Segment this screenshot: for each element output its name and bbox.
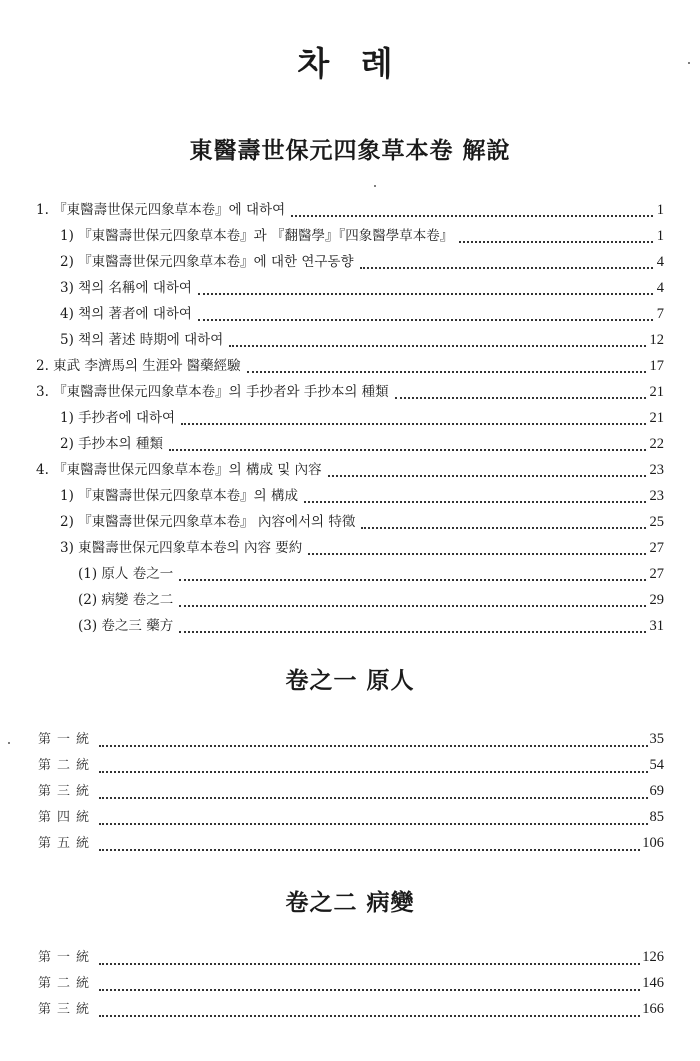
dot-leader	[99, 797, 647, 799]
toc-entry-label: 2) 『東醫壽世保元四象草本卷』에 대한 연구동향	[60, 254, 354, 270]
dot-leader	[459, 241, 653, 243]
toc-entry-page: 21	[649, 410, 664, 426]
toc-entry-label: (1) 原人 卷之一	[78, 566, 174, 582]
toc-entry-page: 25	[649, 514, 664, 530]
toc-entry[interactable]	[60, 250, 664, 272]
dot-leader	[99, 849, 640, 851]
dot-leader	[99, 1015, 640, 1017]
toc-entry-label: 第一統	[38, 950, 96, 965]
dot-leader	[99, 771, 647, 773]
toc-entry-label: 第四統	[38, 810, 96, 825]
dot-leader	[99, 963, 640, 965]
toc-entry-label: 2) 『東醫壽世保元四象草本卷』 內容에서의 特徵	[60, 514, 356, 530]
toc-entry[interactable]	[60, 536, 664, 558]
toc-entry[interactable]	[36, 458, 664, 480]
dot-leader	[198, 319, 653, 321]
toc-entry-label: 2. 東武 李濟馬의 生涯와 醫藥經驗	[36, 358, 241, 374]
toc-entry-label: 4) 책의 著者에 대하여	[60, 306, 192, 322]
dot-leader	[361, 527, 645, 529]
toc-entry-page: 126	[642, 949, 664, 965]
toc-entry[interactable]	[60, 484, 664, 506]
toc-entry[interactable]	[60, 510, 664, 532]
toc-entry-label: (2) 病變 卷之二	[78, 592, 174, 608]
toc-entry[interactable]	[36, 198, 664, 220]
dot-leader	[99, 745, 647, 747]
dot-leader	[198, 293, 653, 295]
dot-leader	[308, 553, 645, 555]
toc-entry-label: 3) 東醫壽世保元四象草本卷의 內容 要約	[60, 540, 303, 556]
toc-entry-label: (3) 卷之三 藥方	[78, 618, 174, 634]
toc-entry-page: 146	[642, 975, 664, 991]
toc-entry[interactable]	[60, 224, 664, 246]
toc-entry-label: 第二統	[38, 758, 96, 773]
scan-speck	[374, 185, 376, 187]
toc-entry-page: 23	[649, 462, 664, 478]
toc-entry[interactable]	[38, 998, 664, 1020]
toc-entry-label: 5) 책의 著述 時期에 대하여	[60, 332, 224, 348]
toc-entry-label: 3. 『東醫壽世保元四象草本卷』의 手抄者와 手抄本의 種類	[36, 384, 389, 400]
scan-speck	[688, 62, 690, 64]
toc-entry[interactable]	[38, 780, 664, 802]
toc-entry-page: 69	[649, 783, 664, 799]
dot-leader	[360, 267, 653, 269]
toc-entry-page: 27	[649, 566, 664, 582]
toc-entry[interactable]	[38, 972, 664, 994]
toc-entry[interactable]	[60, 406, 664, 428]
toc-entry-page: 21	[649, 384, 664, 400]
toc-entry-page: 31	[649, 618, 664, 634]
toc-entry[interactable]	[60, 432, 664, 454]
toc-entry[interactable]	[38, 728, 664, 750]
dot-leader	[229, 345, 645, 347]
dot-leader	[304, 501, 646, 503]
toc-entry-page: 4	[656, 254, 664, 270]
toc-entry-label: 1) 『東醫壽世保元四象草本卷』과 『翻醫學』『四象醫學草本卷』	[60, 228, 454, 244]
toc-entry-label: 第三統	[38, 784, 96, 799]
dot-leader	[99, 989, 640, 991]
toc-entry[interactable]	[38, 832, 664, 854]
toc-entry[interactable]	[78, 588, 664, 610]
dot-leader	[181, 423, 645, 425]
toc-entry-page: 1	[656, 202, 664, 218]
toc-entry-page: 85	[649, 809, 664, 825]
toc-entry-label: 4. 『東醫壽世保元四象草本卷』의 構成 및 內容	[36, 462, 322, 478]
scan-speck	[8, 742, 10, 744]
toc-entry[interactable]	[38, 946, 664, 968]
section-title: 東醫壽世保元四象草本卷 解說	[189, 138, 511, 164]
toc-entry-page: 35	[649, 731, 664, 747]
toc-entry-page: 1	[656, 228, 664, 244]
dot-leader	[99, 823, 647, 825]
dot-leader	[247, 371, 646, 373]
toc-entry-label: 2) 手抄本의 種類	[60, 436, 163, 452]
dot-leader	[328, 475, 646, 477]
dot-leader	[179, 605, 645, 607]
toc-entry-label: 第一統	[38, 732, 96, 747]
toc-entry[interactable]	[60, 276, 664, 298]
toc-entry-page: 166	[642, 1001, 664, 1017]
toc-entry-page: 106	[642, 835, 664, 851]
toc-entry-page: 17	[649, 358, 664, 374]
toc-entry-page: 54	[649, 757, 664, 773]
toc-entry-page: 23	[649, 488, 664, 504]
toc-entry-label: 1) 『東醫壽世保元四象草本卷』의 構成	[60, 488, 298, 504]
toc-entry-page: 4	[656, 280, 664, 296]
toc-entry-page: 29	[649, 592, 664, 608]
dot-leader	[169, 449, 646, 451]
toc-entry[interactable]	[36, 380, 664, 402]
toc-entry[interactable]	[60, 302, 664, 324]
dot-leader	[179, 579, 645, 581]
toc-entry-label: 1) 手抄者에 대하여	[60, 410, 176, 426]
toc-entry-page: 12	[649, 332, 664, 348]
toc-entry[interactable]	[60, 328, 664, 350]
dot-leader	[395, 397, 646, 399]
toc-entry-page: 27	[649, 540, 664, 556]
toc-entry[interactable]	[78, 562, 664, 584]
dot-leader	[179, 631, 645, 633]
toc-entry[interactable]	[38, 754, 664, 776]
toc-entry[interactable]	[38, 806, 664, 828]
toc-entry-label: 1. 『東醫壽世保元四象草本卷』에 대하여	[36, 202, 286, 218]
section-title: 卷之二 病變	[285, 890, 415, 916]
toc-entry-page: 22	[649, 436, 664, 452]
toc-entry[interactable]	[78, 614, 664, 636]
toc-entry-label: 第三統	[38, 1002, 96, 1017]
section-title: 卷之一 原人	[285, 668, 415, 694]
toc-entry-label: 第二統	[38, 976, 96, 991]
toc-entry-page: 7	[656, 306, 664, 322]
toc-entry-label: 3) 책의 名稱에 대하여	[60, 280, 192, 296]
toc-entry-label: 第五統	[38, 836, 96, 851]
dot-leader	[291, 215, 653, 217]
page-title: 차 례	[297, 44, 403, 83]
toc-entry[interactable]	[36, 354, 664, 376]
